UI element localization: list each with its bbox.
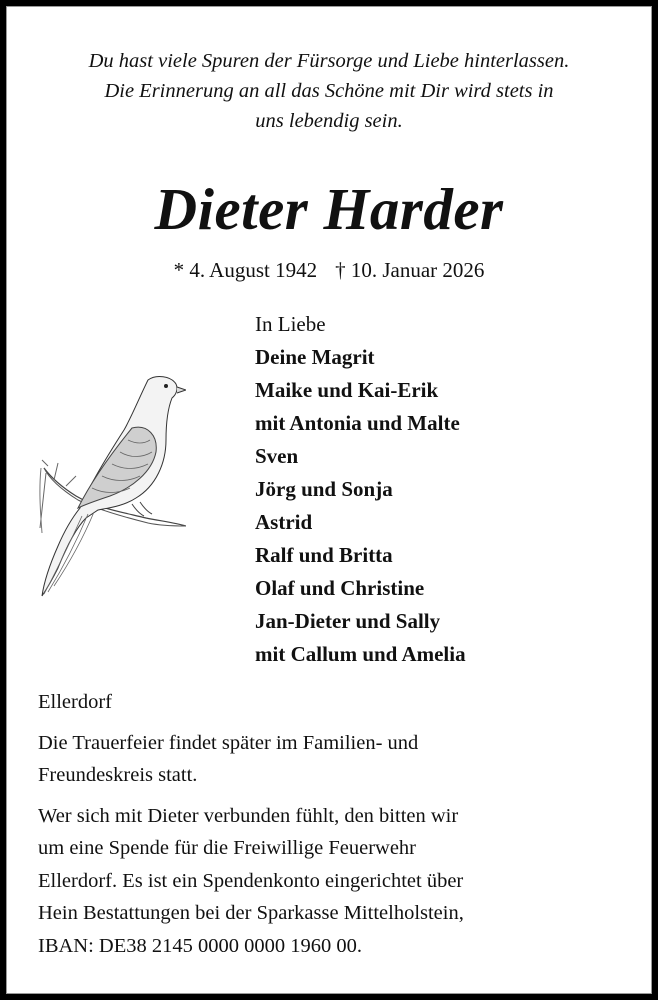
mourner: Deine Magrit (255, 345, 375, 369)
mourner: mit Callum und Amelia (255, 642, 466, 666)
dove-on-branch-illustration-icon (36, 368, 186, 598)
mourner: Ralf und Britta (255, 543, 393, 567)
iban-line: IBAN: DE38 2145 0000 0000 1960 00. (38, 934, 363, 957)
mourner: mit Antonia und Malte (255, 411, 460, 435)
memorial-quote (6, 46, 652, 136)
notice-details (38, 686, 632, 970)
mourner: Olaf und Christine (255, 576, 425, 600)
deceased-name: Dieter Harder (154, 176, 504, 242)
ceremony-line: Freundeskreis statt. (38, 764, 198, 786)
birth-date: * 4. August 1942 (173, 258, 318, 282)
mourners-list (255, 308, 466, 671)
donation-note (38, 800, 632, 963)
mourner: Astrid (255, 510, 313, 534)
mourner: Sven (255, 444, 299, 468)
mourner: Jan-Dieter und Sally (255, 609, 441, 633)
mourner: Jörg und Sonja (255, 477, 393, 501)
donation-line: Wer sich mit Dieter verbunden fühlt, den bitten wir (38, 804, 459, 827)
death-date: † 10. Januar 2026 (335, 258, 485, 282)
obituary-card (6, 6, 652, 994)
quote-line: Du hast viele Spuren der Fürsorge und Liebe hinterlassen. (88, 50, 570, 72)
ceremony-note (38, 727, 632, 792)
donation-line: Ellerdorf. Es ist ein Spendenkonto eingerichtet über (38, 869, 464, 892)
mourners-intro: In Liebe (255, 312, 326, 336)
quote-line: Die Erinnerung an all das Schöne mit Dir wird stets in (104, 80, 554, 102)
quote-line: uns lebendig sein. (255, 110, 403, 132)
life-dates (6, 256, 652, 284)
donation-line: um eine Spende für die Freiwillige Feuerwehr (38, 837, 416, 859)
place: Ellerdorf (38, 691, 112, 713)
ceremony-line: Die Trauerfeier findet später im Familien- und (38, 731, 419, 754)
mourner: Maike und Kai-Erik (255, 378, 439, 402)
donation-line: Hein Bestattungen bei der Sparkasse Mittelholstein, (38, 902, 464, 924)
